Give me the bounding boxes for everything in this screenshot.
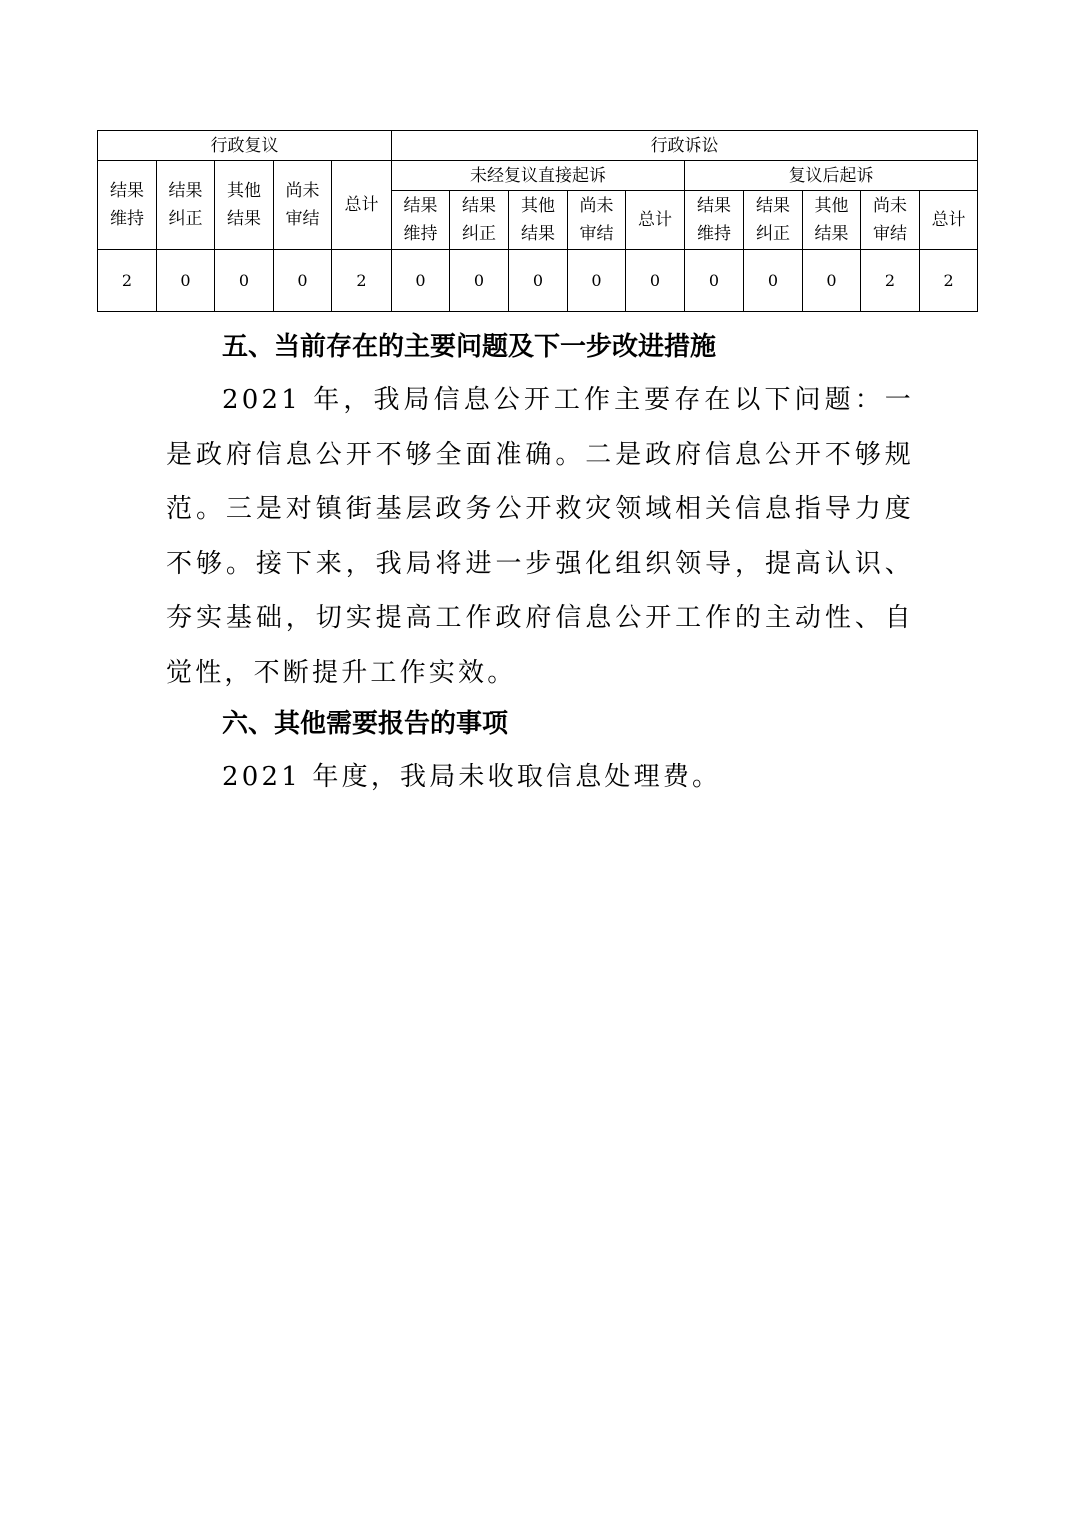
col-direct-corrected bbox=[450, 191, 509, 250]
table-row bbox=[98, 250, 978, 312]
section-five bbox=[166, 321, 914, 700]
col-after-other bbox=[803, 191, 861, 250]
table-cell: 0 bbox=[744, 250, 803, 312]
table-cell: 0 bbox=[274, 250, 332, 312]
table-subgroup-row bbox=[98, 161, 978, 191]
header-admin-review: 行政复议 bbox=[98, 131, 392, 161]
header-admin-litigation: 行政诉讼 bbox=[392, 131, 978, 161]
administrative-review-litigation-table bbox=[97, 130, 978, 312]
header-litigation-after-review: 复议后起诉 bbox=[685, 161, 978, 191]
col-direct-total: 总计 bbox=[626, 191, 685, 250]
section-six-paragraph: 2021 年度，我局未收取信息处理费。 bbox=[222, 762, 722, 792]
col-label: 尚未审结 bbox=[285, 181, 320, 229]
col-direct-pending bbox=[568, 191, 626, 250]
table-cell: 2 bbox=[332, 250, 392, 312]
col-direct-other bbox=[509, 191, 568, 250]
table-group-header-row bbox=[98, 131, 978, 161]
table-cell: 2 bbox=[98, 250, 157, 312]
col-label: 结果维持 bbox=[403, 196, 438, 244]
header-direct-litigation: 未经复议直接起诉 bbox=[392, 161, 685, 191]
col-label: 其他结果 bbox=[814, 196, 849, 244]
table-cell: 2 bbox=[861, 250, 920, 312]
col-label: 尚未审结 bbox=[873, 196, 907, 244]
col-after-total: 总计 bbox=[920, 191, 978, 250]
section-six-heading: 六、其他需要报告的事项 bbox=[222, 709, 509, 739]
col-label: 结果维持 bbox=[109, 181, 144, 229]
col-review-total: 总计 bbox=[332, 161, 392, 250]
col-label: 结果纠正 bbox=[462, 196, 496, 244]
col-review-other bbox=[215, 161, 274, 250]
table-cell: 0 bbox=[626, 250, 685, 312]
table-cell: 0 bbox=[568, 250, 626, 312]
col-review-maintain bbox=[98, 161, 157, 250]
table-cell: 0 bbox=[803, 250, 861, 312]
col-after-corrected bbox=[744, 191, 803, 250]
section-six bbox=[166, 698, 914, 805]
col-label: 其他结果 bbox=[226, 181, 261, 229]
col-review-corrected bbox=[157, 161, 215, 250]
table-cell: 0 bbox=[215, 250, 274, 312]
col-label: 尚未审结 bbox=[579, 196, 614, 244]
section-five-paragraph: 2021 年，我局信息公开工作主要存在以下问题：一是政府信息公开不够全面准确。二是政府信息公开不够规范。三是对镇街基层政务公开救灾领域相关信息指导力度不够。接下来，我局将进一步强化组织领导，提高认识、夯实基础，切实提高工作政府信息公开工作的主动性、自觉性，不断提升工作实效。 bbox=[166, 385, 914, 688]
section-five-heading: 五、当前存在的主要问题及下一步改进措施 bbox=[222, 332, 717, 362]
col-review-pending bbox=[274, 161, 332, 250]
table-cell: 0 bbox=[509, 250, 568, 312]
col-label: 结果纠正 bbox=[168, 181, 203, 229]
table-cell: 2 bbox=[920, 250, 978, 312]
col-label: 结果维持 bbox=[697, 196, 731, 244]
table-cell: 0 bbox=[685, 250, 744, 312]
table-cell: 0 bbox=[157, 250, 215, 312]
table-cell: 0 bbox=[450, 250, 509, 312]
col-after-maintain bbox=[685, 191, 744, 250]
col-label: 其他结果 bbox=[521, 196, 555, 244]
col-direct-maintain bbox=[392, 191, 450, 250]
col-label: 结果纠正 bbox=[756, 196, 790, 244]
col-after-pending bbox=[861, 191, 920, 250]
table-cell: 0 bbox=[392, 250, 450, 312]
